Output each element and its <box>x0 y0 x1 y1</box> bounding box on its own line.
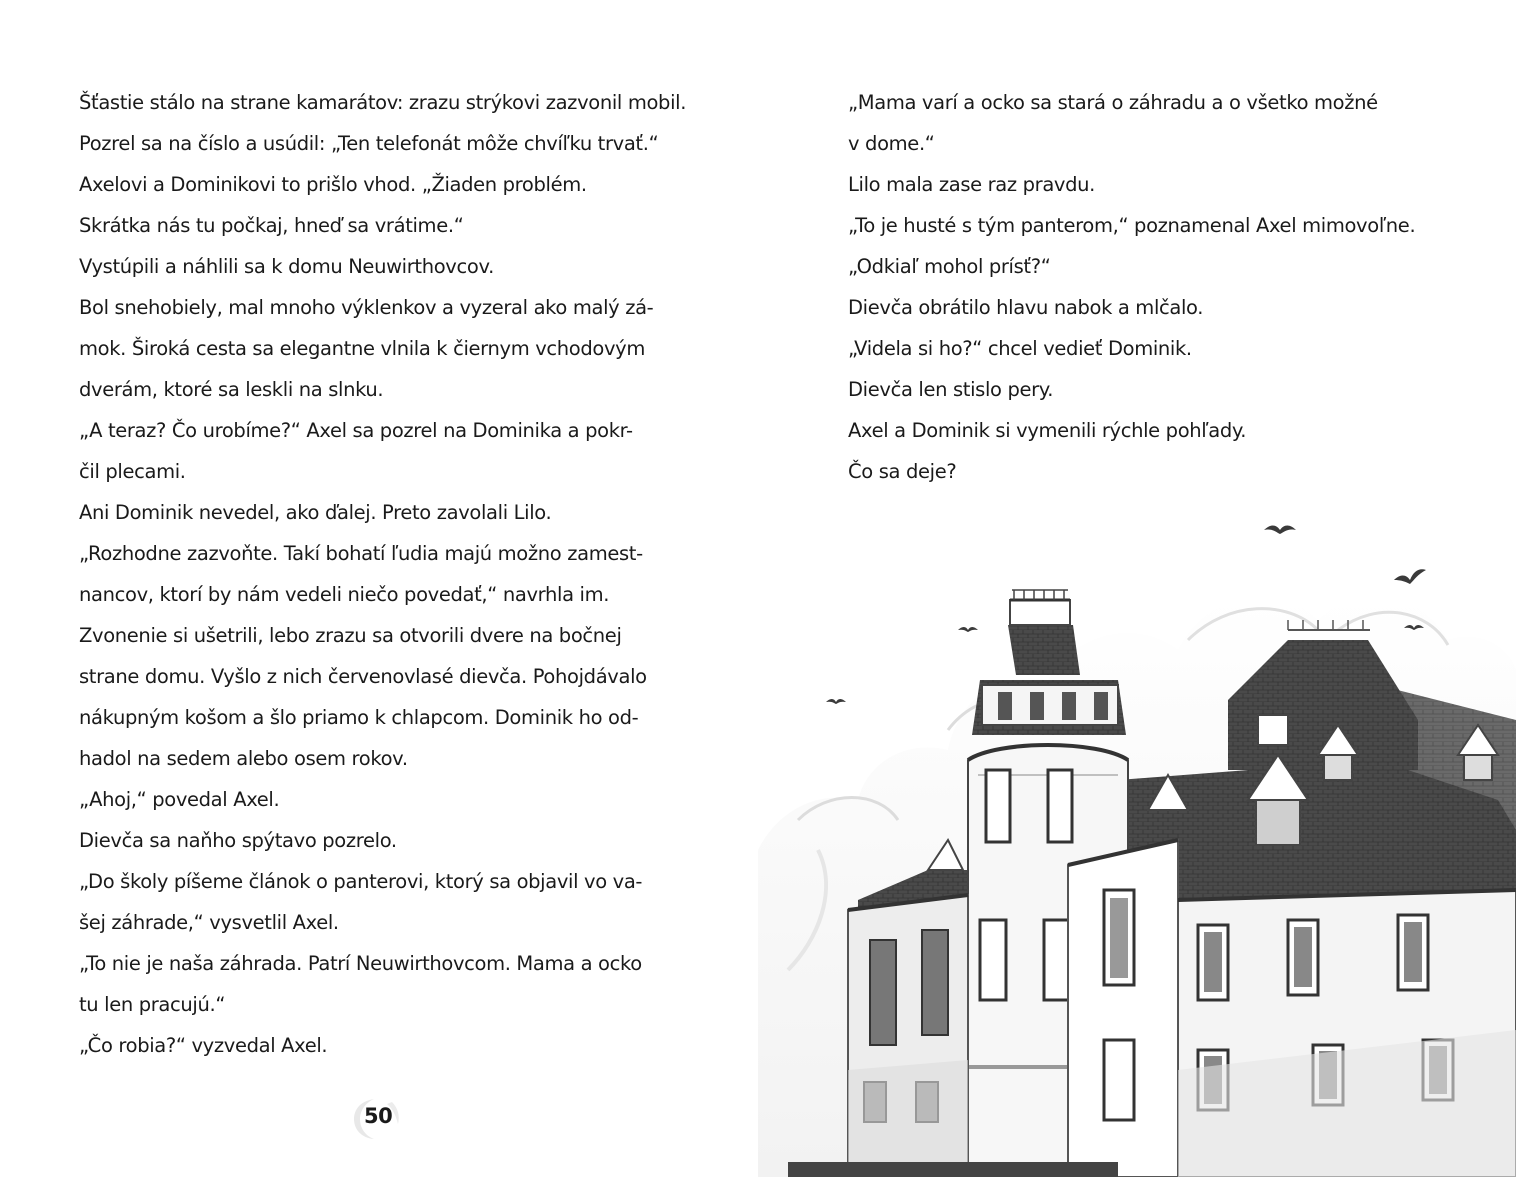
text-line: šej záhrade,“ vysvetlil Axel. <box>79 911 339 934</box>
text-line: tu len pracujú.“ <box>79 993 226 1016</box>
text-line: Axel a Dominik si vymenili rýchle pohľady. <box>848 419 1247 442</box>
text-line: dverám, ktoré sa leskli na slnku. <box>79 378 384 401</box>
text-line: „Rozhodne zazvoňte. Takí bohatí ľudia majú možno zamest- <box>79 542 643 565</box>
text-line: strane domu. Vyšlo z nich červenovlasé dievča. Pohojdávalo <box>79 665 647 688</box>
text-line: čil plecami. <box>79 460 186 483</box>
text-line: Dievča sa naňho spýtavo pozrelo. <box>79 829 397 852</box>
text-line: Ani Dominik nevedel, ako ďalej. Preto zavolali Lilo. <box>79 501 552 524</box>
text-line: „Ahoj,“ povedal Axel. <box>79 788 280 811</box>
text-line: „Videla si ho?“ chcel vedieť Dominik. <box>848 337 1192 360</box>
text-line: „To je husté s tým panterom,“ poznamenal Axel mimovoľne. <box>848 214 1416 237</box>
text-line: „Do školy píšeme článok o panterovi, ktorý sa objavil vo va- <box>79 870 643 893</box>
text-line: mok. Široká cesta sa elegantne vlnila k čiernym vchodovým <box>79 337 645 360</box>
text-line: Lilo mala zase raz pravdu. <box>848 173 1095 196</box>
text-line: nancov, ktorí by nám vedeli niečo povedať,“ navrhla im. <box>79 583 610 606</box>
text-line: „Mama varí a ocko sa stará o záhradu a o všetko možné <box>848 91 1378 114</box>
page-number-label: 50 <box>364 1104 393 1128</box>
text-line: Dievča len stislo pery. <box>848 378 1054 401</box>
text-line: „A teraz? Čo urobíme?“ Axel sa pozrel na Dominika a pokr- <box>79 419 633 442</box>
text-line: Šťastie stálo na strane kamarátov: zrazu strýkovi zazvonil mobil. <box>79 91 687 114</box>
text-line: Zvonenie si ušetrili, lebo zrazu sa otvorili dvere na bočnej <box>79 624 622 647</box>
text-line: Axelovi a Dominikovi to prišlo vhod. „Žiaden problém. <box>79 173 587 196</box>
text-line: Pozrel sa na číslo a usúdil: „Ten telefonát môže chvíľku trvať.“ <box>79 132 659 155</box>
text-line: Bol snehobiely, mal mnoho výklenkov a vyzeral ako malý zá- <box>79 296 654 319</box>
text-line: „Čo robia?“ vyzvedal Axel. <box>79 1034 328 1057</box>
page-number <box>352 1096 402 1142</box>
text-line: Dievča obrátilo hlavu nabok a mlčalo. <box>848 296 1204 319</box>
text-line: Skrátka nás tu počkaj, hneď sa vrátime.“ <box>79 214 464 237</box>
right-page <box>758 0 1516 1177</box>
text-line: „To nie je naša záhrada. Patrí Neuwirthovcom. Mama a ocko <box>79 952 642 975</box>
text-line: Vystúpili a náhlili sa k domu Neuwirthovcov. <box>79 255 494 278</box>
text-line: hadol na sedem alebo osem rokov. <box>79 747 408 770</box>
right-page-text <box>848 82 1488 492</box>
mansion-illustration <box>758 470 1516 1177</box>
text-line: Čo sa deje? <box>848 460 957 483</box>
text-line: „Odkiaľ mohol prísť?“ <box>848 255 1051 278</box>
text-line: v dome.“ <box>848 132 935 155</box>
left-page-text <box>79 82 687 1066</box>
text-line: nákupným košom a šlo priamo k chlapcom. Dominik ho od- <box>79 706 639 729</box>
